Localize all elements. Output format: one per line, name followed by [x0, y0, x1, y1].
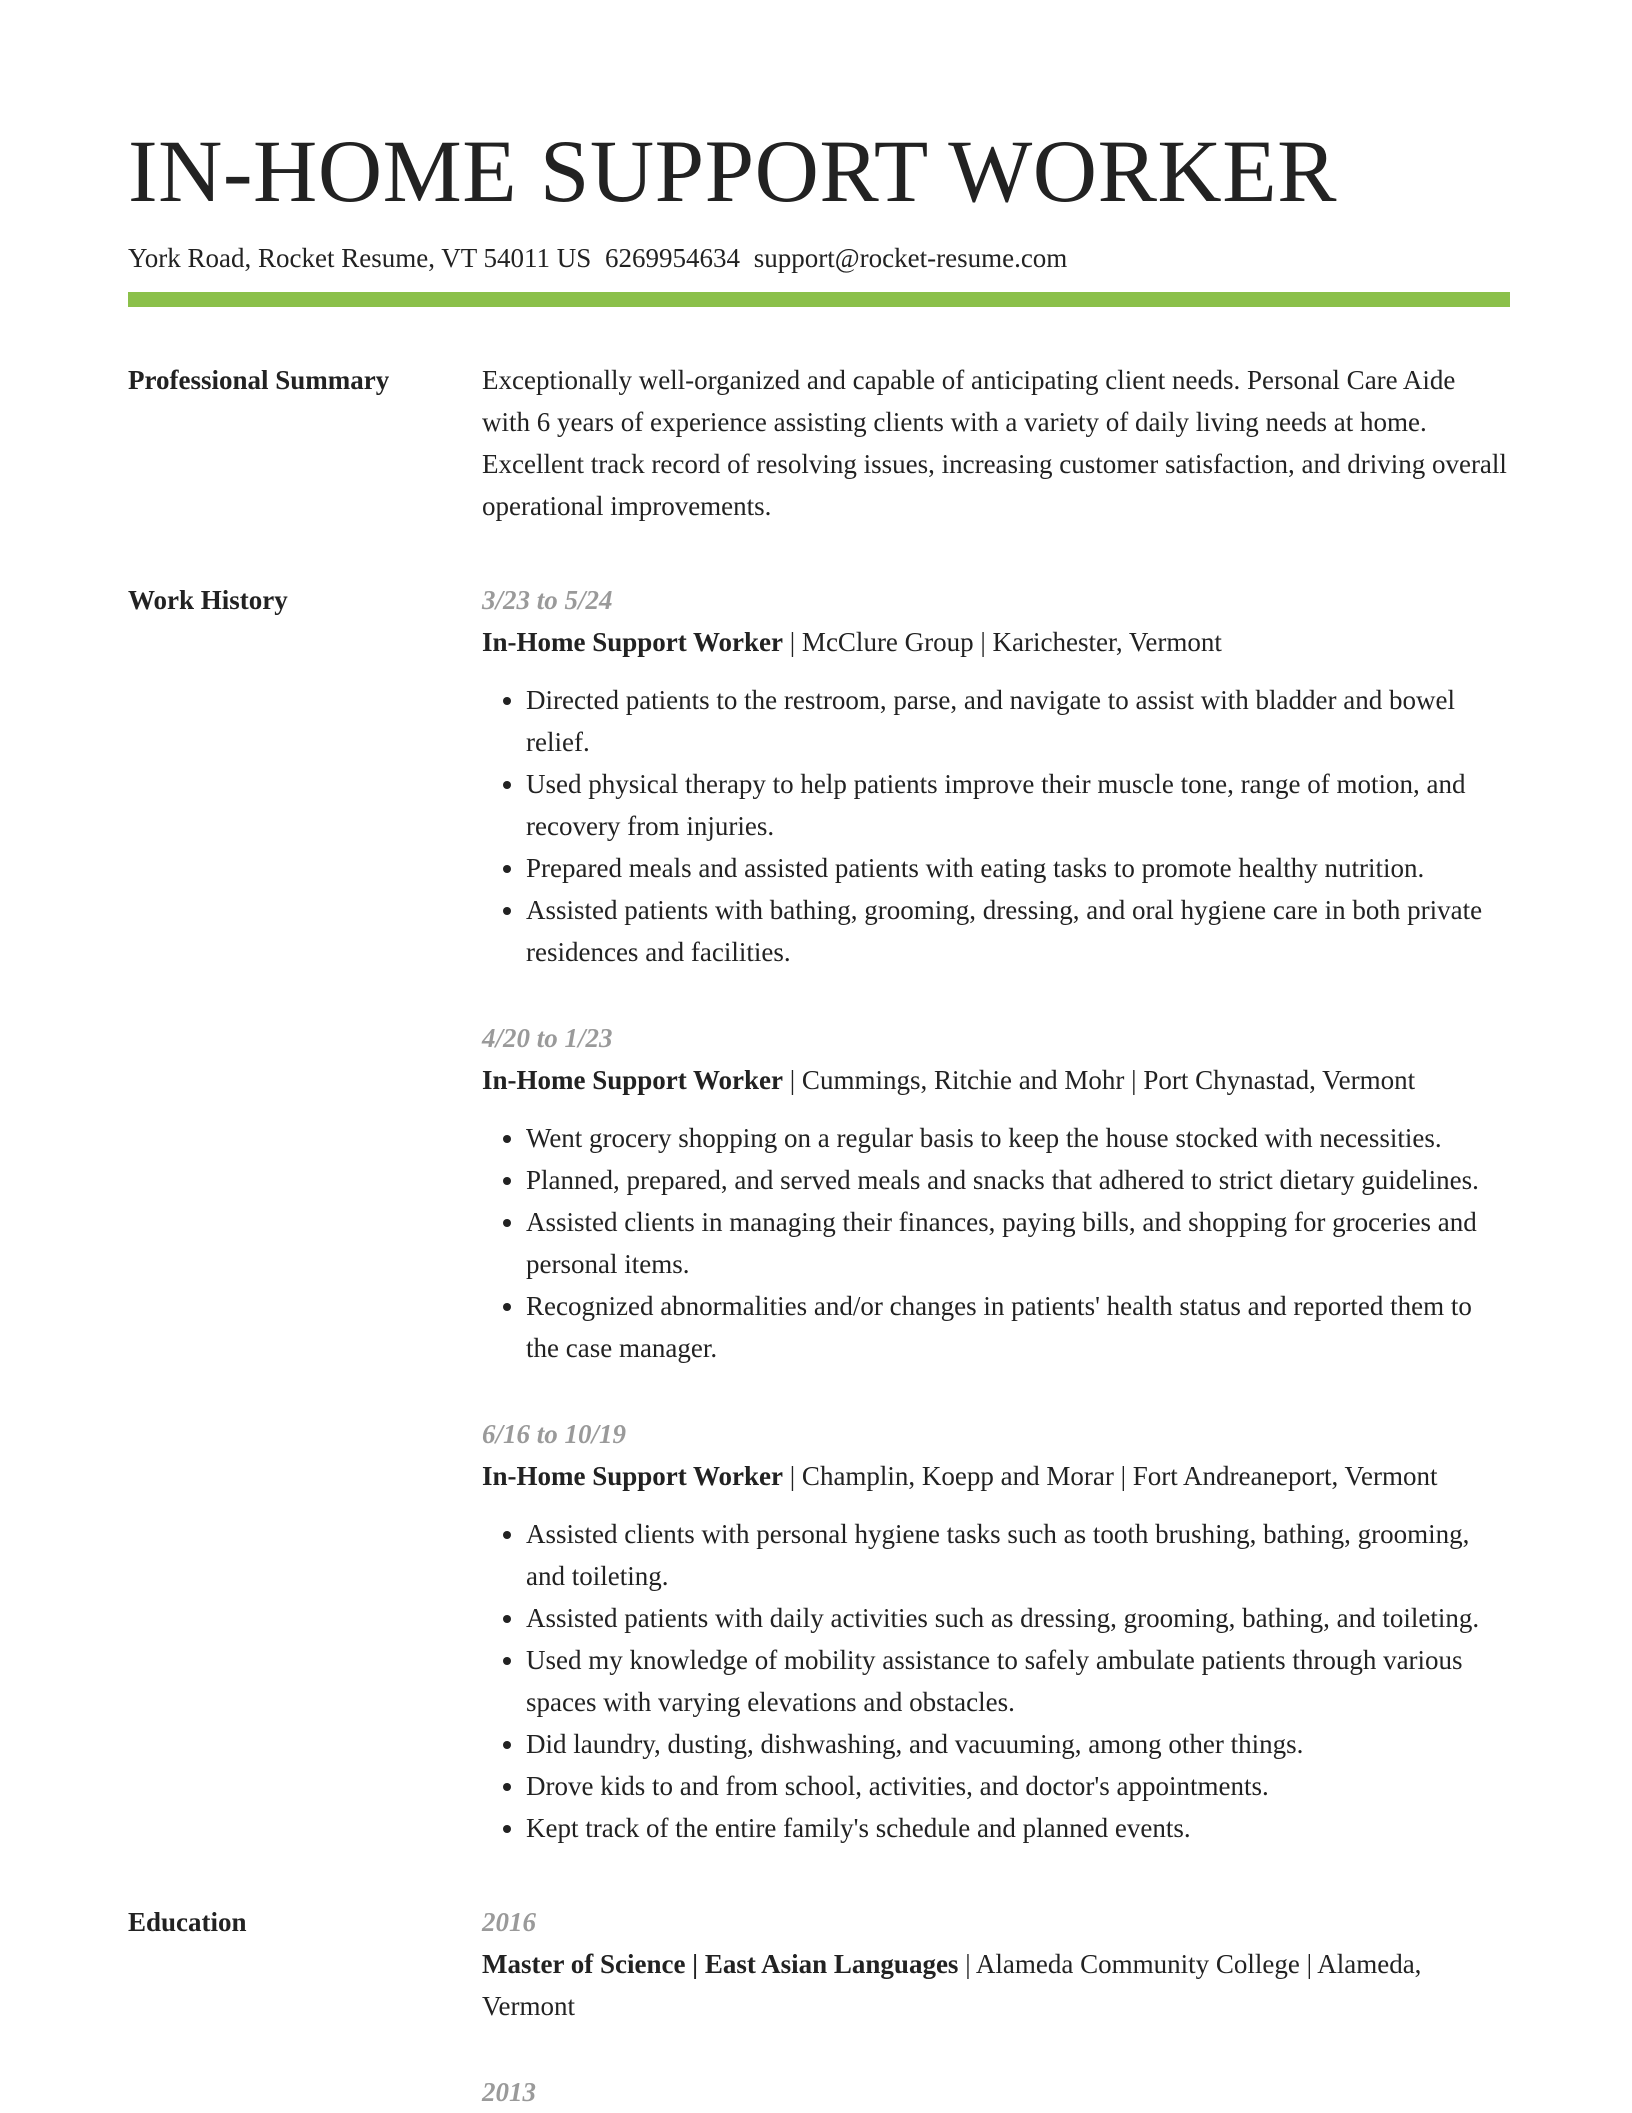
list-item: • Went grocery shopping on a regular basis to keep the house stocked with necessities. — [526, 1117, 1510, 1159]
job-dates: 6/16 to 10/19 — [482, 1419, 627, 1449]
education-year: 2013 — [482, 2077, 536, 2107]
job-heading — [482, 1059, 1510, 1101]
list-item: • Used physical therapy to help patients improve their muscle tone, range of motion, and recovery from injuries. — [526, 763, 1510, 847]
list-item: • Directed patients to the restroom, parse, and navigate to assist with bladder and bowel relief. — [526, 679, 1510, 763]
section-heading: Professional Summary — [128, 365, 390, 395]
summary-section — [128, 359, 1510, 527]
education-entry — [482, 1901, 1510, 2027]
job-entry — [482, 1413, 1510, 1849]
job-entry — [482, 579, 1510, 973]
summary-text: Exceptionally well-organized and capable of anticipating client needs. Personal Care Aide with 6 years of experience assisting clients with a variety of daily living needs at home. Excellent track record of resolving issues, increasing customer satisfaction, and driving overall operational improvements. — [482, 365, 1507, 521]
list-item: • Assisted clients in managing their finances, paying bills, and shopping for groceries and personal items. — [526, 1201, 1510, 1285]
list-item: • Kept track of the entire family's schedule and planned events. — [526, 1807, 1510, 1849]
job-heading — [482, 1455, 1510, 1497]
work-history-section — [128, 579, 1510, 1849]
job-details: | McClure Group | Karichester, Vermont — [783, 627, 1222, 657]
job-entry — [482, 1017, 1510, 1369]
job-dates: 3/23 to 5/24 — [482, 585, 613, 615]
contact-address: York Road, Rocket Resume, VT 54011 US — [128, 243, 592, 273]
list-item: • Assisted patients with bathing, grooming, dressing, and oral hygiene care in both private residences and facilities. — [526, 889, 1510, 973]
list-item: • Assisted patients with daily activities such as dressing, grooming, bathing, and toileting. — [526, 1597, 1510, 1639]
job-title: In-Home Support Worker — [482, 627, 784, 657]
work-history-body — [482, 579, 1510, 1849]
list-item: • Prepared meals and assisted patients with eating tasks to promote healthy nutrition. — [526, 847, 1510, 889]
section-heading: Education — [128, 1907, 247, 1937]
job-details: | Champlin, Koepp and Morar | Fort Andreaneport, Vermont — [783, 1461, 1438, 1491]
education-details: | Alameda Community College | Alameda, Vermont — [482, 1949, 1422, 2021]
list-item: • Drove kids to and from school, activities, and doctor's appointments. — [526, 1765, 1510, 1807]
education-body — [482, 1901, 1510, 2113]
education-section — [128, 1901, 1510, 2113]
list-item: • Used my knowledge of mobility assistance to safely ambulate patients through various spaces with varying elevations and obstacles. — [526, 1639, 1510, 1723]
list-item: • Did laundry, dusting, dishwashing, and vacuuming, among other things. — [526, 1723, 1510, 1765]
job-bullets — [482, 679, 1510, 973]
education-entry — [482, 2071, 1510, 2113]
job-details: | Cummings, Ritchie and Mohr | Port Chynastad, Vermont — [783, 1065, 1416, 1095]
summary-body — [482, 359, 1510, 527]
education-year: 2016 — [482, 1907, 536, 1937]
job-title: In-Home Support Worker — [482, 1065, 784, 1095]
contact-email: support@rocket-resume.com — [753, 243, 1068, 273]
list-item: • Recognized abnormalities and/or changes in patients' health status and reported them to the case manager. — [526, 1285, 1510, 1369]
job-title: In-Home Support Worker — [482, 1461, 784, 1491]
contact-line — [128, 240, 1510, 276]
resume-title: IN-HOME SUPPORT WORKER — [128, 123, 1337, 221]
contact-phone: 6269954634 — [605, 243, 741, 273]
list-item: • Assisted clients with personal hygiene tasks such as tooth brushing, bathing, grooming, and toileting. — [526, 1513, 1510, 1597]
job-bullets — [482, 1117, 1510, 1369]
list-item: • Planned, prepared, and served meals and snacks that adhered to strict dietary guidelines. — [526, 1159, 1510, 1201]
job-dates: 4/20 to 1/23 — [482, 1023, 613, 1053]
job-heading — [482, 621, 1510, 663]
header-divider — [128, 292, 1510, 307]
education-heading — [482, 1943, 1510, 2027]
job-bullets — [482, 1513, 1510, 1849]
resume-page — [128, 0, 1510, 2113]
education-degree: Master of Science | East Asian Languages — [482, 1949, 959, 1979]
section-heading: Work History — [128, 585, 288, 615]
